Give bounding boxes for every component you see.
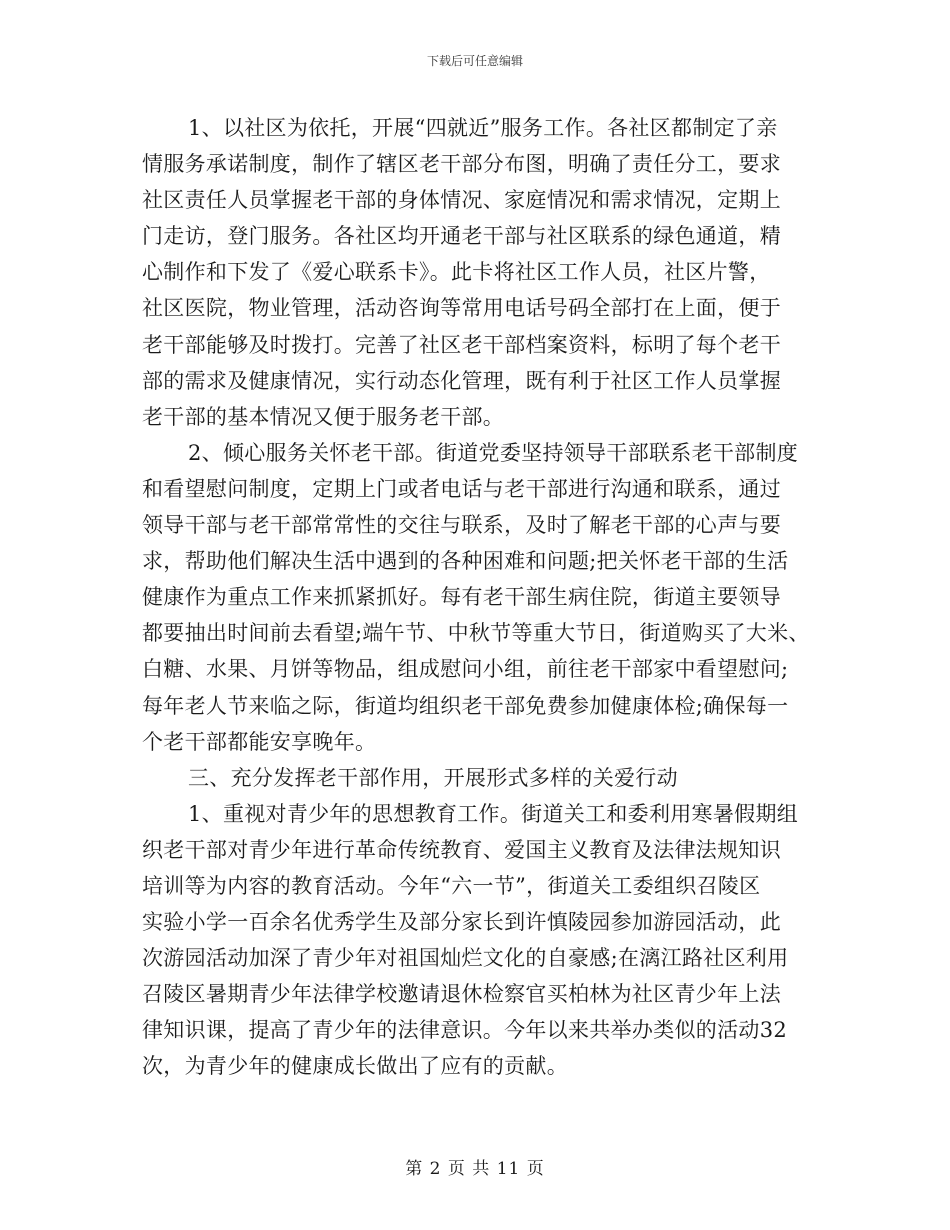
section-heading: 三、充分发挥老干部作用，开展形式多样的关爱行动 xyxy=(188,765,678,790)
body-line: 1、重视对青少年的思想教育工作。街道关工和委利用寒暑假期组 xyxy=(188,801,799,826)
body-line: 白糖、水果、月饼等物品，组成慰问小组，前往老干部家中看望慰问; xyxy=(142,657,789,682)
body-line: 社区责任人员掌握老干部的身体情况、家庭情况和需求情况，定期上 xyxy=(142,188,781,213)
body-line: 每年老人节来临之际，街道均组织老干部免费参加健康体检;确保每一 xyxy=(142,693,789,718)
body-line: 次，为青少年的健康成长做出了应有的贡献。 xyxy=(142,1054,568,1079)
body-line: 个老干部都能安享晚年。 xyxy=(142,729,377,754)
body-line: 2、倾心服务关怀老干部。街道党委坚持领导干部联系老干部制度 xyxy=(188,440,799,465)
body-line: 律知识课，提高了青少年的法律意识。今年以来共举办类似的活动32 xyxy=(142,1018,788,1043)
body-line: 门走访，登门服务。各社区均开通老干部与社区联系的绿色通道，精 xyxy=(142,224,781,249)
body-line: 都要抽出时间前去看望;端午节、中秋节等重大节日，街道购买了大米、 xyxy=(142,621,810,646)
body-line: 1、以社区为依托，开展“四就近”服务工作。各社区都制定了亲 xyxy=(188,116,778,140)
body-line: 健康作为重点工作来抓紧抓好。每有老干部生病住院，街道主要领导 xyxy=(142,585,781,610)
page-footer: 第 2 页 共 11 页 xyxy=(405,1159,545,1179)
body-line: 部的需求及健康情况，实行动态化管理，既有利于社区工作人员掌握 xyxy=(142,368,781,393)
body-line: 老干部的基本情况又便于服务老干部。 xyxy=(142,404,505,429)
body-line: 实验小学一百余名优秀学生及部分家长到许慎陵园参加游园活动，此 xyxy=(142,910,781,935)
body-line: 织老干部对青少年进行革命传统教育、爱国主义教育及法律法规知识 xyxy=(142,837,781,862)
body-line: 次游园活动加深了青少年对祖国灿烂文化的自豪感;在漓江路社区利用 xyxy=(142,946,789,971)
body-line: 心制作和下发了《爱心联系卡》。此卡将社区工作人员，社区片警， xyxy=(142,260,771,285)
document-body xyxy=(142,110,814,1085)
body-line: 情服务承诺制度，制作了辖区老干部分布图，明确了责任分工，要求 xyxy=(142,152,781,177)
body-line: 领导干部与老干部常常性的交往与联系，及时了解老干部的心声与要 xyxy=(142,513,781,538)
body-line: 老干部能够及时拨打。完善了社区老干部档案资料，标明了每个老干 xyxy=(142,332,781,357)
page-header: 下载后可任意编辑 xyxy=(426,54,523,68)
body-line: 培训等为内容的教育活动。今年“六一节”，街道关工委组织召陵区 xyxy=(142,873,761,898)
body-line: 召陵区暑期青少年法律学校邀请退休检察官买柏林为社区青少年上法 xyxy=(142,982,781,1007)
body-line: 社区医院，物业管理，活动咨询等常用电话号码全部打在上面，便于 xyxy=(142,296,781,321)
body-line: 求，帮助他们解决生活中遇到的各种困难和问题;把关怀老干部的生活 xyxy=(142,549,789,574)
body-line: 和看望慰问制度，定期上门或者电话与老干部进行沟通和联系，通过 xyxy=(142,476,781,501)
